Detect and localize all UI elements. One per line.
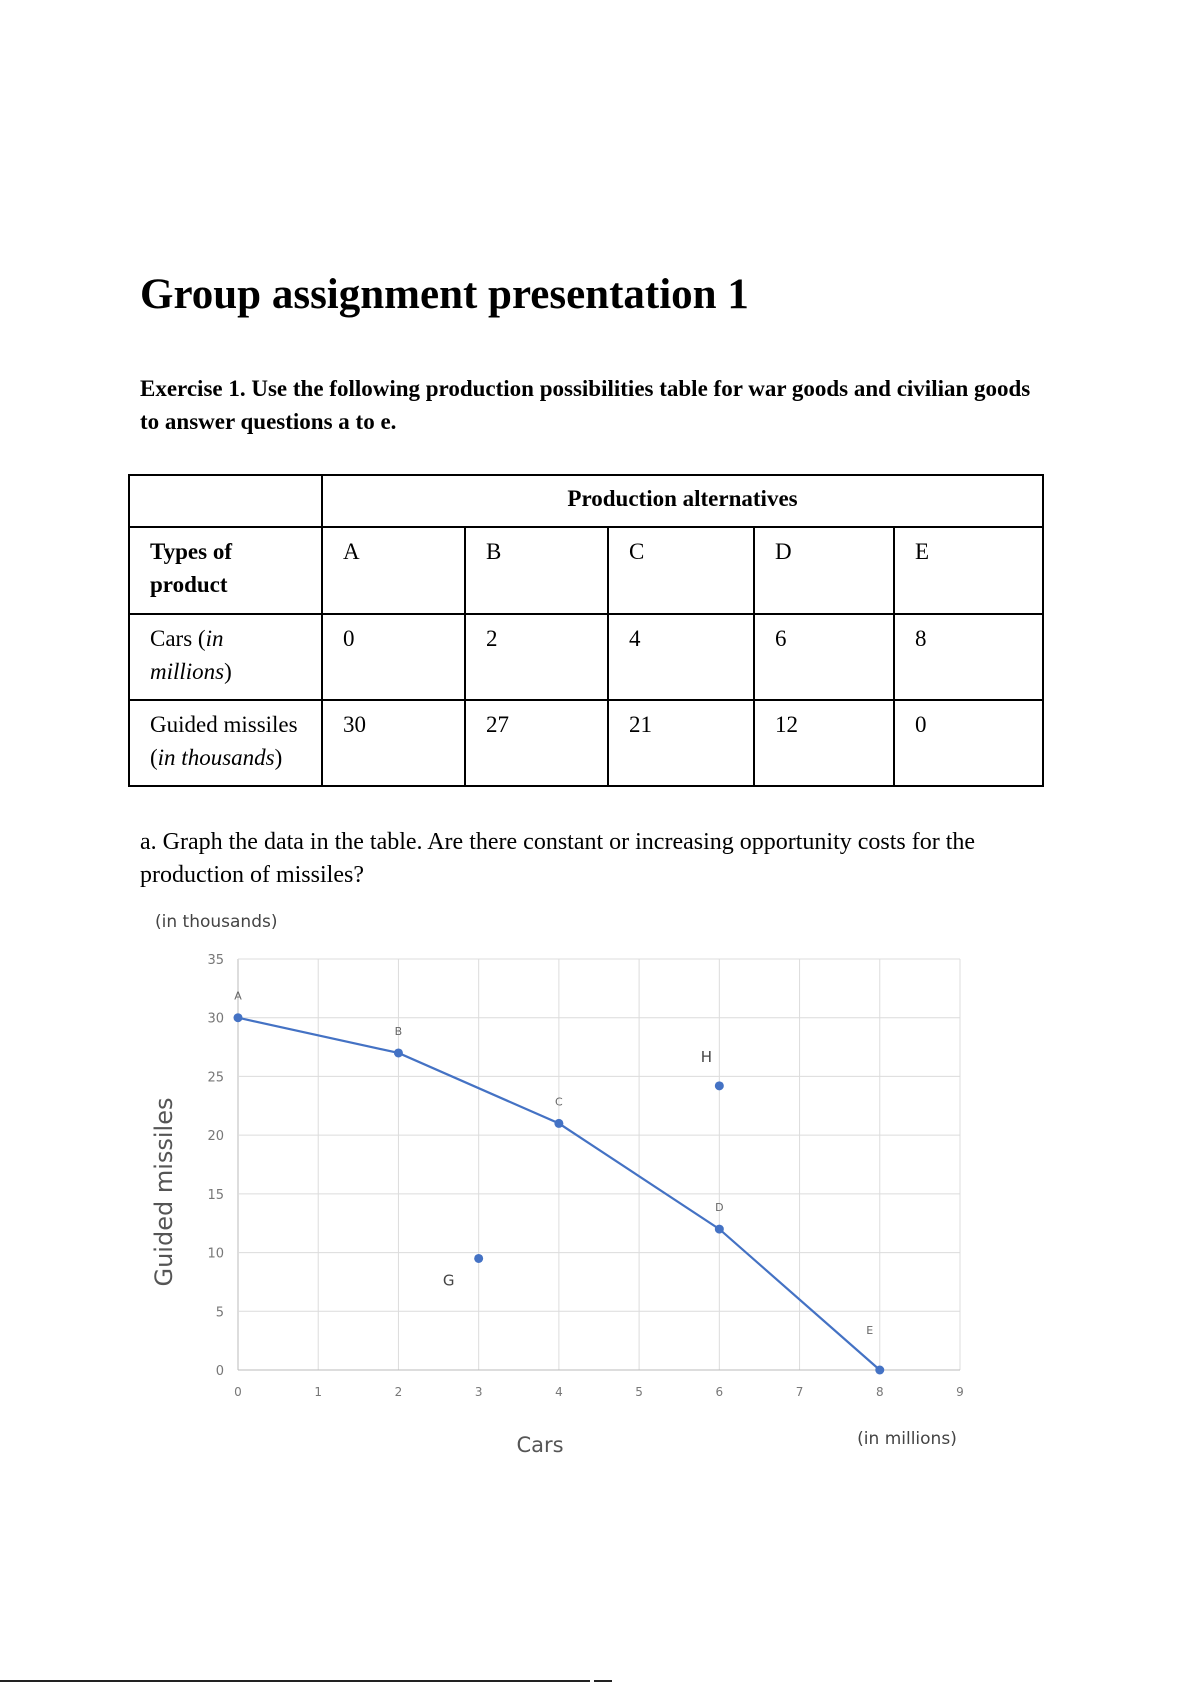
x-tick-label: 0 [234, 1385, 242, 1399]
x-unit-note: (in millions) [857, 1429, 957, 1449]
ppf-chart [0, 900, 1000, 1480]
missiles-value: 21 [608, 700, 754, 786]
types-label: Types of product [129, 527, 322, 614]
data-point [715, 1225, 724, 1234]
point-label: A [234, 989, 242, 1003]
table-header: Production alternatives [322, 475, 1043, 527]
cars-label: Cars ( [150, 626, 206, 651]
table-row [129, 700, 1043, 786]
extra-point [474, 1254, 483, 1263]
y-axis-title: Guided missiles [150, 1097, 178, 1287]
table-row [129, 614, 1043, 700]
x-axis-title: Cars [516, 1433, 564, 1457]
alt-label: C [608, 527, 754, 614]
question-a: a. Graph the data in the table. Are there constant or increasing opportunity costs for the production of missiles? [140, 829, 976, 888]
cars-value: 8 [894, 614, 1043, 700]
cars-value: 2 [465, 614, 608, 700]
extra-point [715, 1081, 724, 1090]
y-tick-label: 10 [207, 1246, 224, 1262]
production-possibilities-table [128, 474, 1044, 787]
data-point [554, 1119, 563, 1128]
x-tick-label: 3 [474, 1385, 483, 1399]
y-unit-note: (in thousands) [155, 912, 278, 932]
x-tick-label: 6 [715, 1385, 724, 1399]
missiles-unit: in thousands [157, 745, 275, 770]
x-tick-label: 2 [394, 1385, 403, 1399]
x-tick-label: 8 [875, 1385, 884, 1399]
missiles-value: 30 [322, 700, 465, 786]
data-point [875, 1366, 884, 1375]
alt-label: E [894, 527, 1043, 614]
point-label: C [555, 1095, 563, 1109]
cars-unit: in millions [150, 626, 225, 684]
y-tick-label: 0 [215, 1364, 224, 1379]
x-tick-label: 9 [956, 1385, 964, 1399]
footer-divider [0, 1680, 590, 1682]
missiles-label-cell [129, 700, 322, 786]
table-corner-cell [129, 475, 322, 527]
x-tick-label: 5 [635, 1385, 643, 1399]
x-tick-label: 7 [795, 1385, 804, 1399]
missiles-value: 0 [894, 700, 1043, 786]
data-point [234, 1013, 243, 1022]
y-tick-label: 5 [215, 1305, 224, 1321]
cars-value: 6 [754, 614, 894, 700]
page-title: Group assignment presentation 1 [140, 271, 749, 318]
missiles-value: 12 [754, 700, 894, 786]
footer-divider-short [594, 1680, 612, 1682]
y-tick-label: 15 [207, 1187, 224, 1203]
y-tick-label: 30 [207, 1011, 224, 1027]
cars-close: ) [224, 659, 232, 684]
cars-value: 4 [608, 614, 754, 700]
x-tick-label: 1 [314, 1385, 323, 1399]
alt-label: D [754, 527, 894, 614]
table-row [129, 527, 1043, 614]
y-tick-label: 35 [207, 953, 224, 968]
point-label: E [866, 1324, 874, 1337]
alt-label: A [322, 527, 465, 614]
point-label: B [394, 1024, 403, 1038]
cars-label-cell [129, 614, 322, 700]
cars-value: 0 [322, 614, 465, 700]
missiles-value: 27 [465, 700, 608, 786]
y-tick-label: 25 [207, 1070, 224, 1086]
extra-point-label: G [442, 1271, 455, 1290]
missiles-close: ) [274, 745, 283, 770]
extra-point-label: H [700, 1047, 712, 1066]
missiles-open: ( [150, 745, 158, 770]
x-tick-label: 4 [555, 1385, 563, 1399]
missiles-label: Guided missiles [150, 712, 298, 737]
y-tick-label: 20 [207, 1129, 224, 1145]
alt-label: B [465, 527, 608, 614]
exercise-instructions: Exercise 1. Use the following production possibilities table for war goods and civilian goods to answer questions a to e. [140, 376, 1031, 434]
point-label: D [715, 1201, 724, 1215]
data-point [394, 1048, 403, 1057]
